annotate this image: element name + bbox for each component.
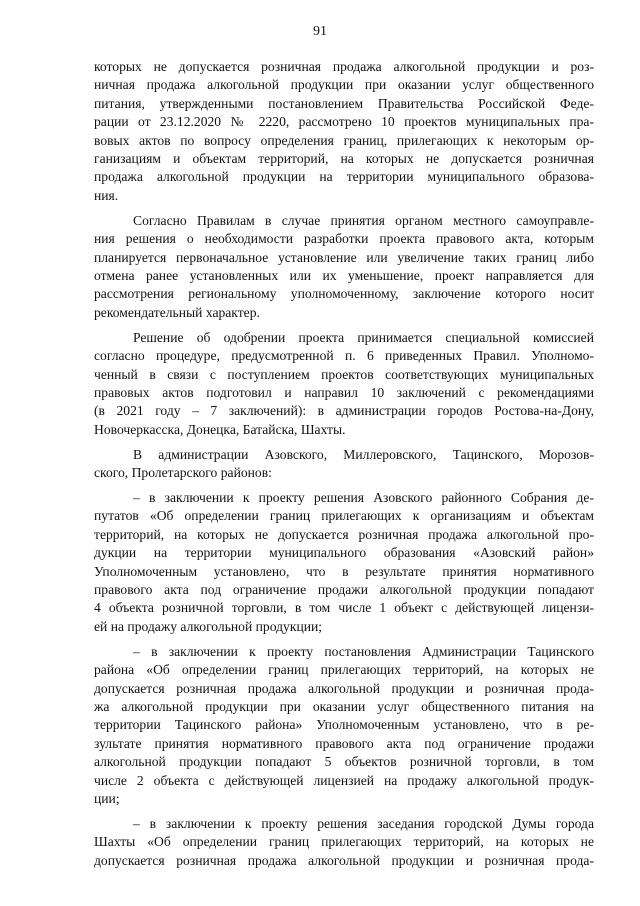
paragraph-decision bbox=[94, 329, 594, 439]
text-line: согласно процедуре, предусмотренной п. 6 приведенных Правил. Уполномо- bbox=[94, 348, 594, 364]
text-line: жа алкогольной продукции при оказании услуг общественного питания на bbox=[94, 698, 594, 714]
body-text bbox=[94, 58, 594, 877]
paragraph-azov bbox=[94, 489, 594, 636]
paragraph-continuation bbox=[94, 58, 594, 205]
text-line: – в заключении к проекту постановления Администрации Тацинского bbox=[133, 643, 594, 659]
paragraph-tatsinsky bbox=[94, 643, 594, 809]
text-line: правового акта под ограничение продажи алкогольной продукции попадают bbox=[94, 581, 594, 597]
text-line: ченный в связи с поступлением проектов соответствующих муниципальных bbox=[94, 366, 594, 382]
text-line: Решение об одобрении проекта принимается специальной комиссией bbox=[133, 329, 594, 345]
text-line: территории Тацинского района» Уполномоченным установлено, что в ре- bbox=[94, 717, 594, 733]
text-line: ничная продажа алкогольной продукции при оказании услуг общественного bbox=[94, 77, 594, 93]
text-line: ции; bbox=[94, 790, 120, 806]
text-line: – в заключении к проекту решения заседания городской Думы города bbox=[133, 815, 594, 831]
text-line: 4 объекта розничной торговли, в том числе 1 объект с действующей лицензи- bbox=[94, 600, 594, 616]
text-line: отмена ранее установленных или их уменьшение, проект направляется для bbox=[94, 267, 594, 283]
text-line: допускается розничная продажа алкогольной продукции и розничная прода- bbox=[94, 852, 594, 868]
text-line: вовых актов по вопросу определения границ, прилегающих к некоторым ор- bbox=[94, 132, 594, 148]
text-line: Шахты «Об определении границ прилегающих территорий, на которых не bbox=[94, 834, 594, 850]
text-line: числе 2 объекта с действующей лицензией на продажу алкогольной продук- bbox=[94, 772, 594, 788]
text-line: Новочеркасска, Донецка, Батайска, Шахты. bbox=[94, 421, 346, 437]
text-line: продажа алкогольной продукции на территории муниципального образова- bbox=[94, 169, 594, 185]
text-line: правовых актов подготовил и направил 10 заключений с рекомендациями bbox=[94, 384, 594, 400]
text-line: планируется первоначальное установление или увеличение таких границ либо bbox=[94, 249, 594, 265]
text-line: дукции на территории муниципального образования «Азовский район» bbox=[94, 545, 594, 561]
text-line: ского, Пролетарского районов: bbox=[94, 465, 272, 481]
text-line: ганизациям и объектам территорий, на которых не допускается розничная bbox=[94, 151, 594, 167]
text-line: допускается розничная продажа алкогольной продукции и розничная прода- bbox=[94, 680, 594, 696]
text-line: путатов «Об определении границ прилегающих к организациям и объектам bbox=[94, 508, 594, 524]
text-line: рекомендательный характер. bbox=[94, 304, 260, 320]
text-line: ния решения о необходимости разработки проекта правового акта, которым bbox=[94, 231, 594, 247]
page-number: 91 bbox=[313, 24, 327, 39]
text-line: В администрации Азовского, Миллеровского, Тацинского, Морозов- bbox=[133, 446, 594, 462]
text-line: Согласно Правилам в случае принятия органом местного самоуправле- bbox=[133, 212, 594, 228]
text-line: рации от 23.12.2020 № 2220, рассмотрено 10 проектов муниципальных пра- bbox=[94, 114, 594, 130]
text-line: которых не допускается розничная продажа алкогольной продукции и роз- bbox=[94, 59, 594, 74]
paragraph-shakhty bbox=[94, 815, 594, 870]
text-line: питания, утвержденными постановлением Правительства Российской Феде- bbox=[94, 95, 594, 111]
text-line: ей на продажу алкогольной продукции; bbox=[94, 618, 323, 634]
text-line: территорий, на которых не допускается розничная продажа алкогольной про- bbox=[94, 526, 594, 542]
text-line: района «Об определении границ прилегающих территорий, на которых не bbox=[94, 662, 594, 678]
paragraph-rules bbox=[94, 212, 594, 322]
text-line: Уполномоченным установлено, что в результате принятия нормативного bbox=[94, 563, 594, 579]
text-line: алкогольной продукции попадают 5 объектов розничной торговли, в том bbox=[94, 754, 594, 770]
text-line: (в 2021 году – 7 заключений): в администрации городов Ростова-на-Дону, bbox=[94, 403, 594, 419]
text-line: зультате принятия нормативного правового акта под ограничение продажи bbox=[94, 735, 594, 751]
text-line: ния. bbox=[94, 187, 119, 203]
paragraph-districts bbox=[94, 446, 594, 483]
text-line: – в заключении к проекту решения Азовского районного Собрания де- bbox=[133, 489, 594, 505]
text-line: рассмотрения региональному уполномоченному, заключение которого носит bbox=[94, 286, 594, 302]
